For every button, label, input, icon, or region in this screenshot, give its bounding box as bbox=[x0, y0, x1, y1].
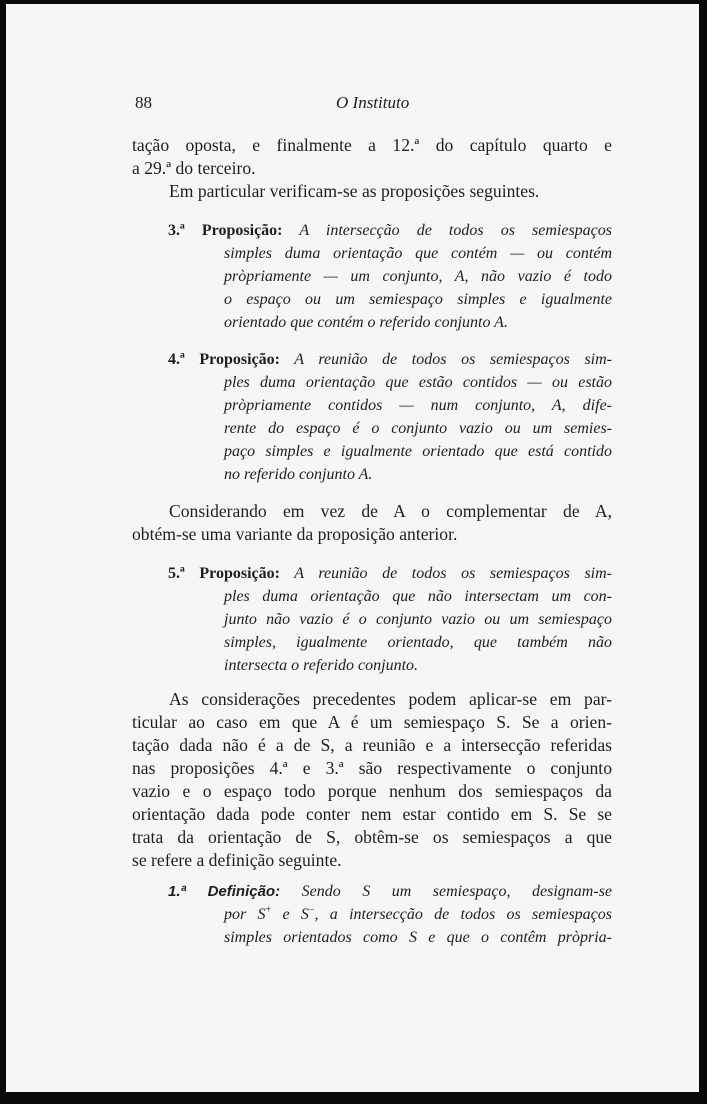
text-line: orientado que contém o referido conjunto A. bbox=[224, 314, 508, 331]
text-line: ples duma orientação que não intersectam um con- bbox=[224, 588, 612, 605]
text-line: junto não vazio é o conjunto vazio ou um semiespaço bbox=[224, 611, 612, 628]
text-line: a 29.ª do terceiro. bbox=[132, 158, 256, 178]
text-line: simples duma orientação que contém — ou contém bbox=[224, 245, 612, 262]
text-line: rente do espaço é o conjunto vazio ou um semies- bbox=[224, 420, 612, 437]
text-line: ticular ao caso em que A é um semiespaço S. Se a orien- bbox=[132, 712, 612, 732]
text-line: nas proposições 4.ª e 3.ª são respectivamente o conjunto bbox=[132, 758, 612, 778]
text-line: pròpriamente — um conjunto, A, não vazio é todo bbox=[224, 268, 612, 285]
proposition-label: Proposição: bbox=[199, 565, 280, 582]
text-line: simples orientados como S e que o contêm pròpria- bbox=[224, 929, 612, 946]
text-line: A intersecção de todos os semiespaços bbox=[299, 222, 613, 239]
paragraph-considerations bbox=[132, 688, 612, 872]
definition-number: 1.ª bbox=[168, 883, 187, 900]
proposition-4 bbox=[168, 348, 612, 486]
book-page bbox=[6, 4, 699, 1092]
text-line: tação dada não é a de S, a reunião e a intersecção referidas bbox=[132, 735, 612, 755]
text-line: intersecta o referido conjunto. bbox=[224, 657, 419, 674]
text-line: As considerações precedentes podem aplicar-se em par- bbox=[169, 689, 612, 709]
text-line: trata da orientação de S, obtêm-se os semiespaços a que bbox=[132, 827, 612, 847]
proposition-label: Proposição: bbox=[201, 222, 283, 239]
proposition-number: 4.ª bbox=[168, 351, 185, 368]
text-line: tação oposta, e finalmente a 12.ª do capítulo quarto e bbox=[132, 135, 612, 155]
text-line: A reunião de todos os semiespaços sim- bbox=[294, 565, 612, 582]
definition-label: Definição: bbox=[207, 883, 281, 900]
text-line: pròpriamente contidos — num conjunto, A, dife- bbox=[224, 397, 612, 414]
proposition-label: Proposição: bbox=[199, 351, 280, 368]
proposition-number: 3.ª bbox=[168, 222, 185, 239]
text-line: ples duma orientação que estão contidos — ou estão bbox=[224, 374, 612, 391]
proposition-5 bbox=[168, 562, 612, 677]
text-line: vazio e o espaço todo porque nenhum dos semiespaços da bbox=[132, 781, 612, 801]
text-line: orientação dada pode conter nem estar contido em S. Se se bbox=[132, 804, 612, 824]
text-line: A reunião de todos os semiespaços sim- bbox=[294, 351, 612, 368]
page-number: 88 bbox=[135, 93, 152, 112]
definition-line-2: por S+ e S−, a intersecção de todos os semiespaços bbox=[224, 904, 613, 923]
paragraph-intro bbox=[132, 134, 612, 203]
proposition-number: 5.ª bbox=[168, 565, 185, 582]
text-line: Sendo S um semiespaço, designam-se bbox=[301, 883, 613, 900]
text-line: no referido conjunto A. bbox=[224, 466, 373, 483]
text-line: paço simples e igualmente orientado que está contido bbox=[224, 443, 612, 460]
text-line: simples, igualmente orientado, que também não bbox=[224, 634, 612, 651]
text-line: o espaço ou um semiespaço simples e igualmente bbox=[224, 291, 612, 308]
text-line: obtém-se uma variante da proposição anterior. bbox=[132, 524, 458, 544]
definition-1 bbox=[168, 880, 612, 949]
paragraph-variant bbox=[132, 500, 612, 546]
text-line: Em particular verificam-se as proposições seguintes. bbox=[169, 181, 540, 201]
running-title: O Instituto bbox=[336, 93, 410, 112]
text-line: se refere a definição seguinte. bbox=[132, 850, 342, 870]
text-line: Considerando em vez de A o complementar de A, bbox=[169, 501, 612, 521]
proposition-3 bbox=[168, 219, 612, 334]
